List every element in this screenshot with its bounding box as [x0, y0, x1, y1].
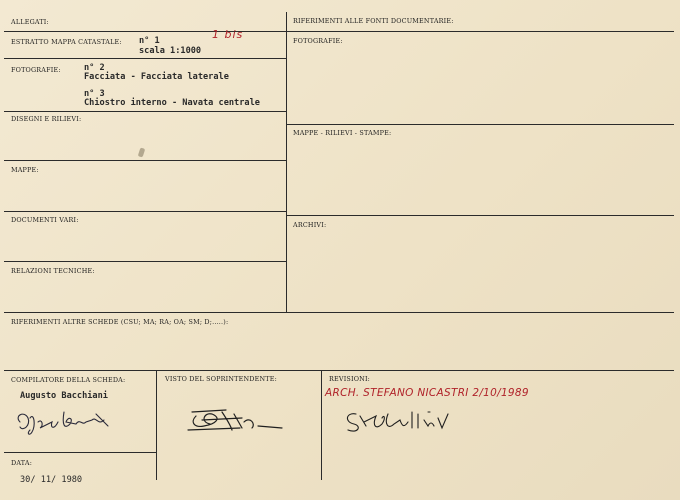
- documenti-vari-label: DOCUMENTI VARI:: [11, 216, 79, 224]
- estratto-mappa-label: ESTRATTO MAPPA CATASTALE:: [11, 38, 122, 46]
- mappe-rilievi-stampe-label: MAPPE - RILIEVI - STAMPE:: [293, 129, 392, 137]
- top-divider: [4, 31, 674, 32]
- ink-smudge: [138, 147, 146, 157]
- disegni-rilievi-label: DISEGNI E RILIEVI:: [11, 115, 82, 123]
- center-column-divider: [286, 12, 287, 312]
- compilatore-name: Augusto Bacchiani: [20, 391, 108, 401]
- data-value: 30/ 11/ 1980: [20, 475, 83, 485]
- altre-schede-label: RIFERIMENTI ALTRE SCHEDE (CSU; MA; RA; OA; SM; D;.....):: [11, 318, 229, 326]
- relazioni-tecniche-label: RELAZIONI TECNICHE:: [11, 267, 95, 275]
- relazioni-divider: [4, 261, 286, 262]
- right-mappe-divider: [286, 124, 674, 125]
- fotografie-divider: [4, 58, 286, 59]
- compilatore-label: COMPILATORE DELLA SCHEDA:: [11, 376, 126, 384]
- visto-soprintendente-label: VISTO DEL SOPRINTENDENTE:: [165, 375, 277, 383]
- altre-schede-divider: [4, 312, 674, 313]
- visto-divider: [321, 370, 322, 480]
- estratto-handwritten-addition: 1 bis: [212, 28, 244, 41]
- archivi-label: ARCHIVI:: [293, 221, 327, 229]
- fotografie-line-1: n° 2: [84, 63, 105, 73]
- documenti-divider: [4, 211, 286, 212]
- fotografie-left-label: FOTOGRAFIE:: [11, 66, 61, 74]
- fotografie-line-2: Facciata - Facciata laterale: [84, 72, 229, 82]
- bottom-block-divider: [4, 370, 674, 371]
- fotografie-right-label: FOTOGRAFIE:: [293, 37, 343, 45]
- allegati-label: ALLEGATI:: [11, 18, 49, 26]
- estratto-scala: scala 1:1000: [139, 46, 202, 56]
- compilatore-signature: [12, 408, 112, 438]
- riferimenti-fonti-label: RIFERIMENTI ALLE FONTI DOCUMENTARIE:: [293, 17, 454, 25]
- revisioni-handwritten: ARCH. STEFANO NICASTRI 2/10/1989: [325, 387, 529, 399]
- soprintendente-signature: [182, 404, 292, 436]
- disegni-divider: [4, 111, 286, 112]
- fotografie-line-3: n° 3: [84, 89, 105, 99]
- data-label: DATA:: [11, 459, 33, 467]
- estratto-numero: n° 1: [139, 36, 160, 46]
- mappe-divider: [4, 160, 286, 161]
- fotografie-line-4: Chiostro interno - Navata centrale: [84, 98, 260, 108]
- revisioni-signature: [342, 408, 462, 438]
- data-divider: [4, 452, 156, 453]
- revisioni-label: REVISIONI:: [329, 375, 371, 383]
- mappe-label: MAPPE:: [11, 166, 39, 174]
- compilatore-divider: [156, 370, 157, 480]
- right-archivi-divider: [286, 215, 674, 216]
